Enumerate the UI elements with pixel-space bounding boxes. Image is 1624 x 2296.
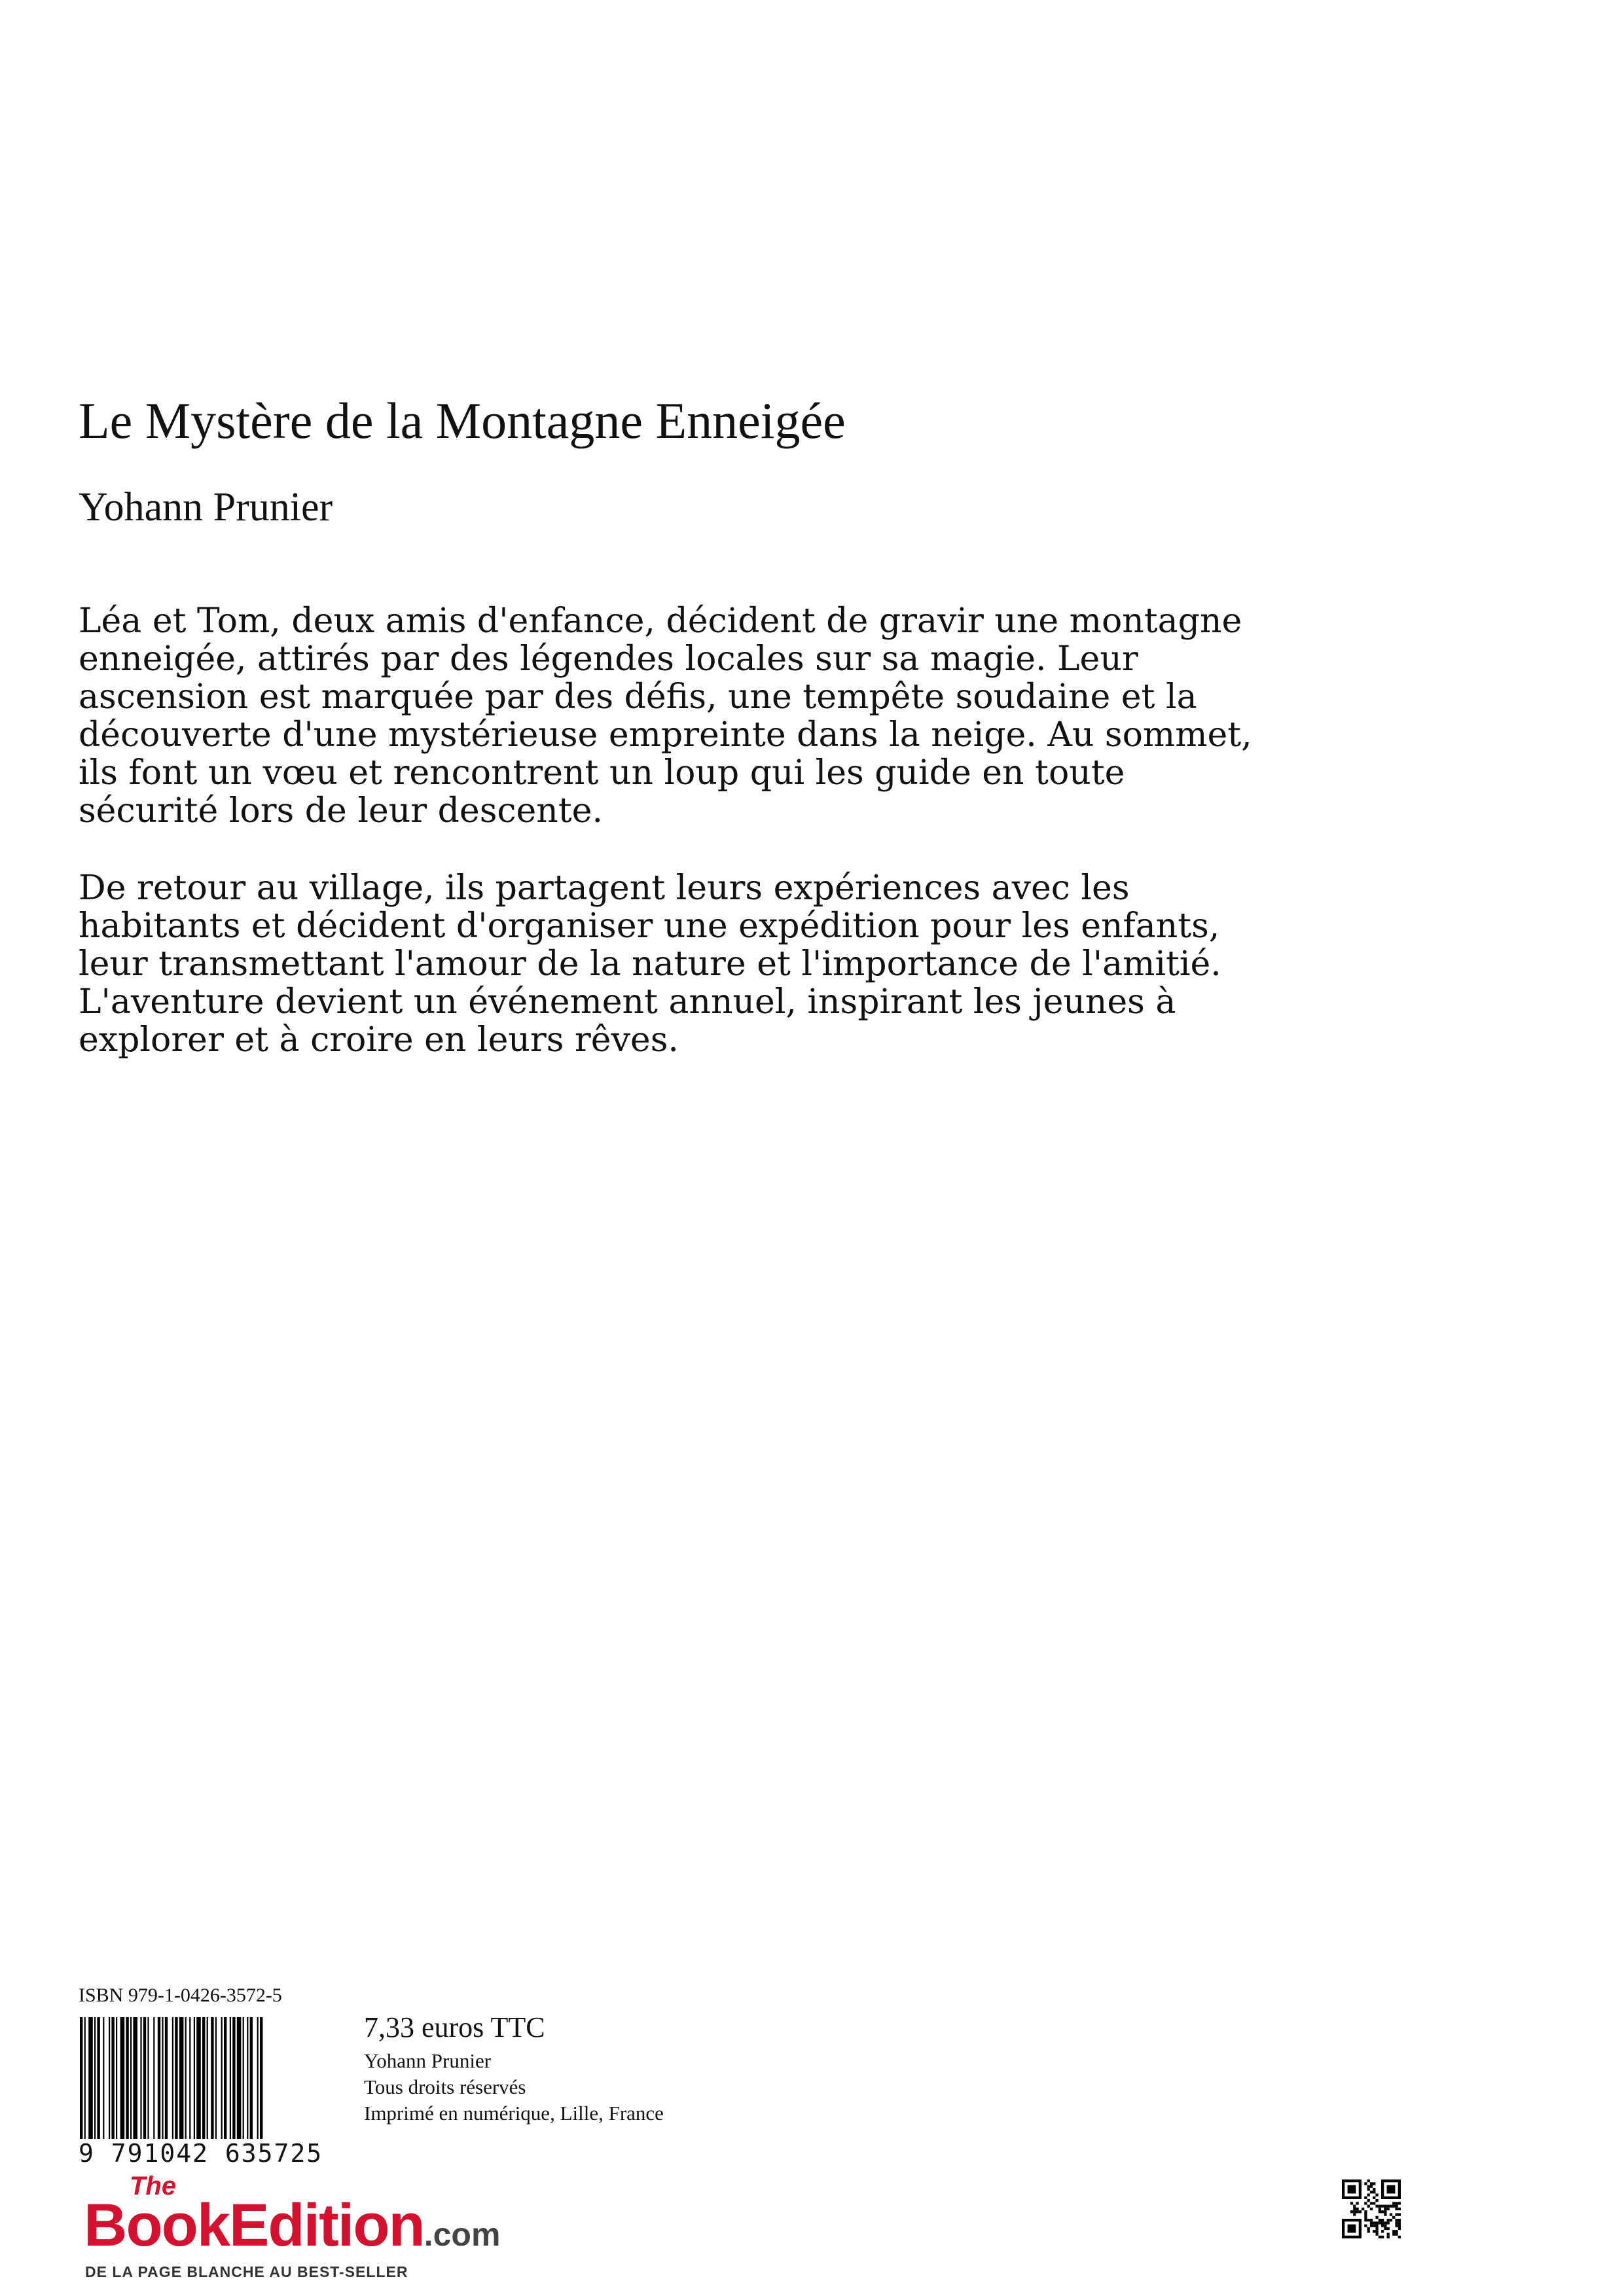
imprint-author: Yohann Prunier (364, 2049, 492, 2072)
book-title: Le Mystère de la Montagne Enneigée (79, 392, 846, 449)
synopsis-paragraph-2: De retour au village, ils partagent leurs expériences avec les habitants et décident d'organiser une expédition pour les enfants, leur transmettant l'amour de la nature et l'importance de l'amitié. L'aventure devient un événement annuel, inspirant les jeunes à explorer et à croire en leurs rêves. (79, 869, 1221, 1060)
isbn-label: ISBN 979-1-0426-3572-5 (79, 1984, 282, 2006)
logo-tagline: DE LA PAGE BLANCHE AU BEST-SELLER (85, 2263, 408, 2280)
publisher-logo (84, 2172, 501, 2283)
logo-the: The (130, 2172, 177, 2200)
qr-code-icon (1342, 2179, 1401, 2238)
print-location: Imprimé en numérique, Lille, France (364, 2102, 664, 2125)
barcode-icon (79, 2017, 324, 2148)
imprint-block (364, 2011, 664, 2126)
logo-brand (84, 2191, 500, 2260)
synopsis (79, 602, 1257, 1098)
price: 7,33 euros TTC (364, 2011, 545, 2043)
book-author: Yohann Prunier (79, 485, 333, 529)
barcode-digits: 9 791042 635725 (79, 2139, 327, 2168)
logo-brand-name: BookEdition (84, 2192, 424, 2259)
synopsis-paragraph-1: Léa et Tom, deux amis d'enfance, décident de gravir une montagne enneigée, attirés par des légendes locales sur sa magie. Leur ascension est marquée par des défis, une tempête soudaine et la découverte d'une mystérieuse empreinte dans la neige. Au sommet, ils font un vœu et rencontrent un loup qui les guide en toute sécurité lors de leur descente. (79, 601, 1252, 831)
logo-domain: .com (424, 2216, 501, 2253)
rights-notice: Tous droits réservés (364, 2075, 526, 2098)
